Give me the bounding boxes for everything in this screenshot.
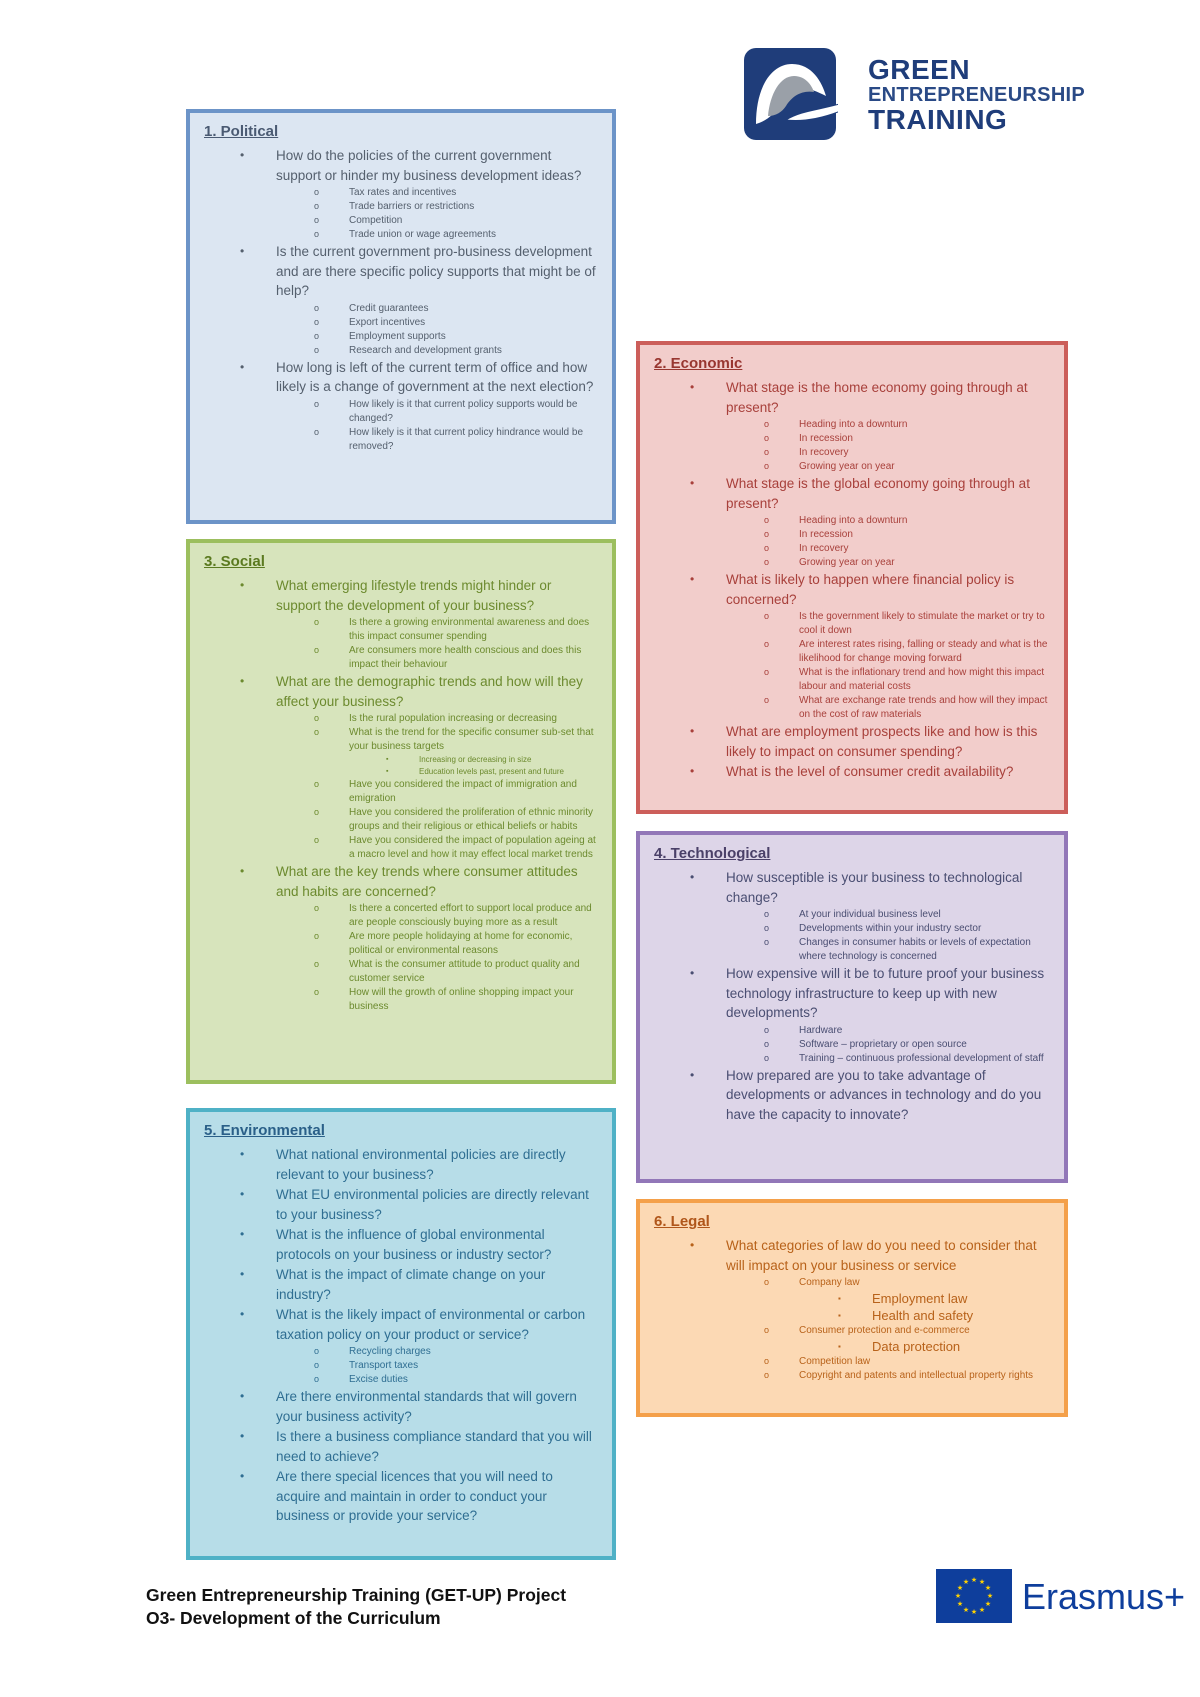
political-sub-item: o Export incentives	[204, 316, 598, 330]
political-sub-item: o Employment supports	[204, 330, 598, 344]
legal-sub-item: o Consumer protection and e-commerce	[654, 1324, 1050, 1338]
environmental-question: • What is the impact of climate change on your industry?	[204, 1265, 598, 1304]
environmental-title: 5. Environmental	[204, 1122, 325, 1139]
technological-sub-item: o Hardware	[654, 1024, 1050, 1038]
legal-sub-item: o Company law	[654, 1276, 1050, 1290]
logo-line-training: TRAINING	[868, 104, 1008, 135]
legal-question: • What categories of law do you need to consider that will impact on your business or service	[654, 1236, 1050, 1275]
legal-sub-sub-item: ▪ Employment law	[654, 1290, 1050, 1307]
political-sub-item: o Competition	[204, 214, 598, 228]
economic-question: • What is likely to happen where financial policy is concerned?	[654, 570, 1050, 609]
svg-text:★: ★	[986, 1592, 994, 1600]
political-sub-item: o Trade union or wage agreements	[204, 228, 598, 242]
political-question: • Is the current government pro-business development and are there specific policy supports that might be of help?	[204, 242, 598, 301]
social-question: • What are the key trends where consumer attitudes and habits are concerned?	[204, 862, 598, 901]
political-sub-item: o How likely is it that current policy hindrance would be removed?	[204, 426, 598, 454]
economic-sub-item: o Growing year on year	[654, 460, 1050, 474]
svg-text:★: ★	[954, 1592, 962, 1600]
social-sub-item: o How will the growth of online shopping impact your business	[204, 986, 598, 1014]
economic-sub-item: o Heading into a downturn	[654, 514, 1050, 528]
svg-text:★: ★	[962, 1578, 970, 1586]
political-sub-item: o Credit guarantees	[204, 302, 598, 316]
political-sub-item: o Trade barriers or restrictions	[204, 200, 598, 214]
environmental-box	[186, 1108, 616, 1560]
social-sub-sub-item: ▪ Education levels past, present and future	[204, 766, 598, 778]
footer-project-text	[146, 1584, 566, 1630]
social-sub-item: o Have you considered the proliferation of ethnic minority groups and their religious or ethical beliefs or habits	[204, 806, 598, 834]
technological-title: 4. Technological	[654, 845, 771, 862]
social-sub-item: o What is the trend for the specific consumer sub-set that your business targets	[204, 726, 598, 754]
political-title: 1. Political	[204, 123, 279, 140]
social-sub-item: o Is there a growing environmental awareness and does this impact consumer spending	[204, 616, 598, 644]
footer-line-project: Green Entrepreneurship Training (GET-UP) Project	[146, 1585, 567, 1605]
footer-line-curriculum: O3- Development of the Curriculum	[146, 1608, 441, 1628]
legal-sub-sub-item: ▪ Health and safety	[654, 1307, 1050, 1324]
svg-text:★: ★	[956, 1584, 964, 1592]
technological-question: • How susceptible is your business to technological change?	[654, 868, 1050, 907]
political-box	[186, 109, 616, 524]
svg-text:★: ★	[978, 1578, 986, 1586]
technological-sub-item: o Training – continuous professional development of staff	[654, 1052, 1050, 1066]
social-sub-item: o What is the consumer attitude to product quality and customer service	[204, 958, 598, 986]
economic-question: • What are employment prospects like and how is this likely to impact on consumer spending?	[654, 722, 1050, 761]
svg-text:★: ★	[970, 1608, 978, 1616]
economic-question: • What stage is the global economy going through at present?	[654, 474, 1050, 513]
technological-sub-item: o At your individual business level	[654, 908, 1050, 922]
svg-text:★: ★	[978, 1606, 986, 1614]
social-sub-sub-item: ▪ Increasing or decreasing in size	[204, 754, 598, 766]
environmental-sub-item: o Transport taxes	[204, 1359, 598, 1373]
technological-question: • How expensive will it be to future proof your business technology infrastructure to keep up with new developments?	[654, 964, 1050, 1023]
political-sub-item: o How likely is it that current policy supports would be changed?	[204, 398, 598, 426]
legal-title: 6. Legal	[654, 1213, 710, 1230]
political-sub-item: o Research and development grants	[204, 344, 598, 358]
social-sub-item: o Have you considered the impact of population ageing at a macro level and how it may effect local market trends	[204, 834, 598, 862]
social-title: 3. Social	[204, 553, 265, 570]
economic-sub-item: o Heading into a downturn	[654, 418, 1050, 432]
technological-question: • How prepared are you to take advantage of developments or advances in technology and do you have the capacity to innovate?	[654, 1066, 1050, 1125]
svg-text:★: ★	[984, 1584, 992, 1592]
svg-text:★: ★	[962, 1606, 970, 1614]
economic-question: • What is the level of consumer credit availability?	[654, 762, 1050, 782]
logo-mark-icon	[742, 46, 838, 142]
eu-flag-icon	[936, 1569, 1012, 1623]
political-question: • How long is left of the current term of office and how likely is a change of government at the next election?	[204, 358, 598, 397]
erasmus-plus-text: Erasmus+	[1022, 1576, 1186, 1617]
legal-sub-sub-item: ▪ Data protection	[654, 1338, 1050, 1355]
economic-sub-item: o Growing year on year	[654, 556, 1050, 570]
green-entrepreneurship-logo	[742, 46, 1086, 146]
legal-sub-item: o Competition law	[654, 1355, 1050, 1369]
technological-sub-item: o Software – proprietary or open source	[654, 1038, 1050, 1052]
legal-box	[636, 1199, 1068, 1417]
economic-sub-item: o Are interest rates rising, falling or steady and what is the likelihood for change moving forward	[654, 638, 1050, 666]
social-box	[186, 539, 616, 1084]
economic-sub-item: o In recession	[654, 528, 1050, 542]
social-sub-item: o Is the rural population increasing or decreasing	[204, 712, 598, 726]
environmental-question: • What EU environmental policies are directly relevant to your business?	[204, 1185, 598, 1224]
social-question: • What are the demographic trends and how will they affect your business?	[204, 672, 598, 711]
environmental-question: • What is the influence of global environmental protocols on your business or industry sector?	[204, 1225, 598, 1264]
environmental-question: • Are there environmental standards that will govern your business activity?	[204, 1387, 598, 1426]
logo-line-entrepreneurship: ENTREPRENEURSHIP	[868, 84, 1086, 106]
economic-box	[636, 341, 1068, 814]
svg-text:★: ★	[956, 1600, 964, 1608]
social-question: • What emerging lifestyle trends might hinder or support the development of your business?	[204, 576, 598, 615]
economic-sub-item: o What are exchange rate trends and how will they impact on the cost of raw materials	[654, 694, 1050, 722]
environmental-question: • What national environmental policies are directly relevant to your business?	[204, 1145, 598, 1184]
environmental-sub-item: o Recycling charges	[204, 1345, 598, 1359]
economic-sub-item: o In recovery	[654, 446, 1050, 460]
environmental-sub-item: o Excise duties	[204, 1373, 598, 1387]
social-sub-item: o Are consumers more health conscious and does this impact their behaviour	[204, 644, 598, 672]
economic-sub-item: o Is the government likely to stimulate the market or try to cool it down	[654, 610, 1050, 638]
social-sub-item: o Have you considered the impact of immigration and emigration	[204, 778, 598, 806]
logo-line-green: GREEN	[868, 54, 971, 85]
environmental-question: • What is the likely impact of environmental or carbon taxation policy on your product or service?	[204, 1305, 598, 1344]
environmental-question: • Is there a business compliance standard that you will need to achieve?	[204, 1427, 598, 1466]
legal-sub-item: o Copyright and patents and intellectual property rights	[654, 1369, 1050, 1383]
social-sub-item: o Are more people holidaying at home for economic, political or environmental reasons	[204, 930, 598, 958]
economic-sub-item: o In recession	[654, 432, 1050, 446]
social-sub-item: o Is there a concerted effort to support local produce and are people consciously buying more as a result	[204, 902, 598, 930]
economic-question: • What stage is the home economy going through at present?	[654, 378, 1050, 417]
technological-sub-item: o Changes in consumer habits or levels of expectation where technology is concerned	[654, 936, 1050, 964]
technological-sub-item: o Developments within your industry sector	[654, 922, 1050, 936]
economic-sub-item: o In recovery	[654, 542, 1050, 556]
economic-title: 2. Economic	[654, 355, 743, 372]
political-question: • How do the policies of the current government support or hinder my business development ideas?	[204, 146, 598, 185]
environmental-question: • Are there special licences that you will need to acquire and maintain in order to conduct your business or provide your service?	[204, 1467, 598, 1526]
svg-text:★: ★	[984, 1600, 992, 1608]
technological-box	[636, 831, 1068, 1183]
erasmus-plus-logo	[936, 1569, 1186, 1625]
svg-text:★: ★	[970, 1576, 978, 1584]
political-sub-item: o Tax rates and incentives	[204, 186, 598, 200]
economic-sub-item: o What is the inflationary trend and how might this impact labour and material costs	[654, 666, 1050, 694]
